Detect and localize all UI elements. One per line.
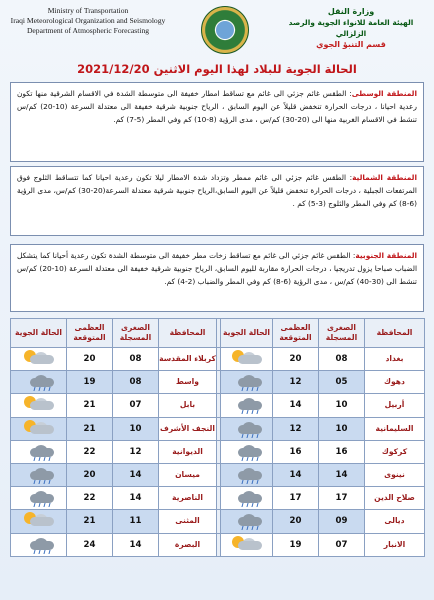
sun-cloud-icon bbox=[20, 349, 58, 369]
weather-icon-cell bbox=[11, 533, 67, 556]
sun-cloud-icon bbox=[20, 511, 58, 531]
max-temp: 22 bbox=[67, 487, 113, 510]
table-row bbox=[11, 533, 425, 556]
organization-logo bbox=[201, 6, 249, 54]
min-temp: 07 bbox=[319, 533, 365, 556]
rain-cloud-icon bbox=[228, 488, 266, 508]
header-max: العظمى المتوقعة bbox=[67, 319, 113, 348]
weather-icon-cell bbox=[11, 394, 67, 417]
max-temp: 14 bbox=[273, 463, 319, 486]
table-row bbox=[11, 440, 425, 463]
weather-icon-cell bbox=[221, 487, 273, 510]
weather-icon-cell bbox=[11, 371, 67, 394]
header-state: الحالة الجوية bbox=[221, 319, 273, 348]
weather-icon-cell bbox=[11, 440, 67, 463]
rain-cloud-icon bbox=[20, 442, 58, 462]
min-temp: 08 bbox=[113, 371, 159, 394]
province-name: ميسان bbox=[159, 463, 217, 486]
province-name: الناصرية bbox=[159, 487, 217, 510]
header-arabic bbox=[276, 6, 426, 50]
weather-icon-cell bbox=[11, 510, 67, 533]
region-name: المنطقة الجنوبية bbox=[355, 251, 417, 260]
province-name: صلاح الدين bbox=[365, 487, 425, 510]
column-separator bbox=[217, 417, 221, 440]
column-separator bbox=[217, 510, 221, 533]
max-temp: 20 bbox=[67, 463, 113, 486]
province-name: الانبار bbox=[365, 533, 425, 556]
header-department: قسم التنبؤ الجوي bbox=[316, 40, 386, 49]
column-separator bbox=[217, 533, 221, 556]
table-row bbox=[11, 463, 425, 486]
region-north-box bbox=[10, 166, 424, 236]
header-gov: المحافظة bbox=[159, 319, 217, 348]
forecast-table bbox=[10, 318, 425, 557]
province-name: الديوانية bbox=[159, 440, 217, 463]
table-row bbox=[11, 371, 425, 394]
min-temp: 16 bbox=[319, 440, 365, 463]
max-temp: 24 bbox=[67, 533, 113, 556]
column-separator bbox=[217, 319, 221, 348]
header-ministry: وزارة النقل bbox=[327, 7, 375, 16]
province-name: بغداد bbox=[365, 348, 425, 371]
header-state: الحالة الجوية bbox=[11, 319, 67, 348]
table-row bbox=[11, 487, 425, 510]
max-temp: 14 bbox=[273, 394, 319, 417]
province-name: دهوك bbox=[365, 371, 425, 394]
min-temp: 17 bbox=[319, 487, 365, 510]
min-temp: 08 bbox=[113, 348, 159, 371]
bulletin-title: الحالة الجوية للبلاد لهذا اليوم الاثنين 2021/12/20 bbox=[77, 62, 357, 76]
weather-icon-cell bbox=[11, 417, 67, 440]
table-header-row bbox=[11, 319, 425, 348]
min-temp: 10 bbox=[113, 417, 159, 440]
max-temp: 12 bbox=[273, 371, 319, 394]
sun-cloud-icon bbox=[20, 419, 58, 439]
max-temp: 19 bbox=[67, 371, 113, 394]
rain-cloud-icon bbox=[228, 372, 266, 392]
province-name: نينوى bbox=[365, 463, 425, 486]
max-temp: 12 bbox=[273, 417, 319, 440]
header-english bbox=[8, 6, 168, 36]
province-name: واسط bbox=[159, 371, 217, 394]
min-temp: 14 bbox=[113, 463, 159, 486]
sun-cloud-icon bbox=[20, 395, 58, 415]
min-temp: 05 bbox=[319, 371, 365, 394]
region-central-box bbox=[10, 82, 424, 162]
sun-cloud-icon bbox=[228, 535, 266, 555]
region-text: : الطقس غائم جزئي الى غائم مع تساقط امطار خفيفة الى متوسطة الشدة في الاقسام الشرقية منها تكون رعدية احيانا ، درجات الحرارة تنخفض قليلاً عن اليوم السابق ، الرياح جنوبية شرقية خفيفة الى معتدلة السرعة (10-20) كم/س تنشط في الاقسام الغربية منها الى (20-30) كم/س ، مدى الرؤية (8-10) كم وفي المطر (5-7) كم. bbox=[17, 89, 417, 124]
rain-cloud-icon bbox=[20, 372, 58, 392]
weather-icon-cell bbox=[221, 533, 273, 556]
rain-cloud-icon bbox=[20, 488, 58, 508]
province-name: كركوك bbox=[365, 440, 425, 463]
header-min: الصغرى المسجلة bbox=[113, 319, 159, 348]
weather-icon-cell bbox=[221, 371, 273, 394]
region-name: المنطقة الشمالية bbox=[352, 173, 417, 182]
province-name: أربيل bbox=[365, 394, 425, 417]
header-min: الصغرى المسجلة bbox=[319, 319, 365, 348]
weather-icon-cell bbox=[11, 348, 67, 371]
rain-cloud-icon bbox=[228, 511, 266, 531]
header-organization: الهيئة العامة للانواء الجوية والرصد الزلزالي bbox=[288, 18, 414, 38]
max-temp: 19 bbox=[273, 533, 319, 556]
max-temp: 21 bbox=[67, 394, 113, 417]
table-row bbox=[11, 417, 425, 440]
min-temp: 10 bbox=[319, 394, 365, 417]
region-text: : الطقس غائم جزئي الى غائم ممطر وتزداد شدة الامطار ليلا تكون رعدية احيانا كما تتساقط الثلوج فوق المرتفعات الجبلية ، درجات الحرارة تنخفض قليلاً عن اليوم السابق،الرياح جنوبية شرقية معتدلة السرعة(20-30) كم/س، مدى الرؤية (6-8) كم وفي المطر والثلوج (3-5) كم . bbox=[17, 173, 417, 208]
province-name: البصرة bbox=[159, 533, 217, 556]
bulletin-header bbox=[8, 6, 426, 60]
max-temp: 17 bbox=[273, 487, 319, 510]
min-temp: 14 bbox=[113, 533, 159, 556]
table-row bbox=[11, 394, 425, 417]
rain-cloud-icon bbox=[20, 465, 58, 485]
rain-cloud-icon bbox=[228, 442, 266, 462]
min-temp: 08 bbox=[319, 348, 365, 371]
min-temp: 09 bbox=[319, 510, 365, 533]
weather-icon-cell bbox=[221, 510, 273, 533]
max-temp: 22 bbox=[67, 440, 113, 463]
column-separator bbox=[217, 394, 221, 417]
region-south-box bbox=[10, 244, 424, 312]
province-name: ديالى bbox=[365, 510, 425, 533]
max-temp: 20 bbox=[273, 510, 319, 533]
max-temp: 16 bbox=[273, 440, 319, 463]
weather-icon-cell bbox=[221, 348, 273, 371]
max-temp: 20 bbox=[67, 348, 113, 371]
weather-icon-cell bbox=[221, 463, 273, 486]
column-separator bbox=[217, 348, 221, 371]
min-temp: 14 bbox=[319, 463, 365, 486]
header-gov: المحافظة bbox=[365, 319, 425, 348]
header-max: العظمى المتوقعة bbox=[273, 319, 319, 348]
max-temp: 21 bbox=[67, 417, 113, 440]
weather-icon-cell bbox=[221, 394, 273, 417]
province-name: كربلاء المقدسة bbox=[159, 348, 217, 371]
column-separator bbox=[217, 440, 221, 463]
rain-cloud-icon bbox=[228, 465, 266, 485]
header-en-line: Iraqi Meteorological Organization and Seismology bbox=[10, 16, 166, 25]
column-separator bbox=[217, 371, 221, 394]
min-temp: 14 bbox=[113, 487, 159, 510]
weather-icon-cell bbox=[221, 440, 273, 463]
min-temp: 11 bbox=[113, 510, 159, 533]
min-temp: 12 bbox=[113, 440, 159, 463]
province-name: النجف الأشرف bbox=[159, 417, 217, 440]
max-temp: 20 bbox=[273, 348, 319, 371]
column-separator bbox=[217, 487, 221, 510]
header-en-line: Department of Atmospheric Forecasting bbox=[26, 26, 150, 35]
min-temp: 07 bbox=[113, 394, 159, 417]
max-temp: 21 bbox=[67, 510, 113, 533]
table-row bbox=[11, 348, 425, 371]
rain-cloud-icon bbox=[228, 395, 266, 415]
sun-cloud-icon bbox=[228, 349, 266, 369]
rain-cloud-icon bbox=[20, 535, 58, 555]
column-separator bbox=[217, 463, 221, 486]
province-name: بابل bbox=[159, 394, 217, 417]
weather-icon-cell bbox=[11, 487, 67, 510]
rain-cloud-icon bbox=[228, 419, 266, 439]
header-en-line: Ministry of Transportation bbox=[47, 6, 129, 15]
min-temp: 10 bbox=[319, 417, 365, 440]
province-name: السليمانية bbox=[365, 417, 425, 440]
province-name: المثنى bbox=[159, 510, 217, 533]
weather-icon-cell bbox=[221, 417, 273, 440]
weather-icon-cell bbox=[11, 463, 67, 486]
region-text: : الطقس غائم جزئي الى غائم مع تساقط زخات مطر خفيفة الى متوسطة الشدة تكون رعدية أحيانا كما يتشكل الضباب صباحا يزول تدريجيا ، درجات الحرارة مقاربة لليوم السابق، الرياح جنوبية شرقية خفيفة الى معتدلة السرعة (10-20) كم/س تنشط الى (30-40) كم/س ، مدى الرؤية (6-8) كم وفي المطر والضباب (2-4) كم. bbox=[17, 251, 417, 286]
region-name: المنطقة الوسطى bbox=[351, 89, 417, 98]
table-row bbox=[11, 510, 425, 533]
